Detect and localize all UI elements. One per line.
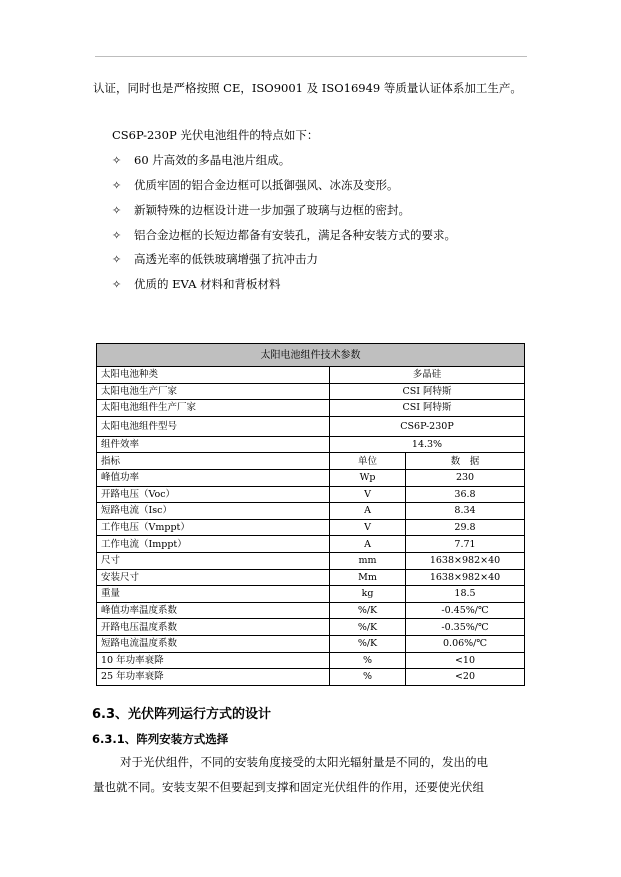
table-row [97, 669, 525, 686]
unit-cell: kg [330, 586, 406, 603]
value-cell: <20 [406, 669, 525, 686]
param-cell: 峰值功率 [97, 469, 330, 486]
row-label: 太阳电池生产厂家 [97, 383, 330, 400]
feature-text: 高透光率的低铁玻璃增强了抗冲击力 [134, 252, 318, 266]
unit-cell: %/K [330, 635, 406, 652]
table-row [97, 436, 525, 453]
unit-cell: A [330, 536, 406, 553]
param-cell: 开路电压（Voc） [97, 486, 330, 503]
table-row [97, 416, 525, 436]
value-cell: 7.71 [406, 536, 525, 553]
unit-cell: mm [330, 552, 406, 569]
value-cell: -0.35%/℃ [406, 619, 525, 636]
table-caption: 太阳电池组件技术参数 [97, 344, 525, 367]
value-cell: 36.8 [406, 486, 525, 503]
intro-text: 认证，同时也是严格按照 CE，ISO9001 及 ISO16949 等质量认证体系加工生产。 [93, 81, 522, 95]
param-cell: 工作电压（Vmppt） [97, 519, 330, 536]
unit-cell: Mm [330, 569, 406, 586]
feature-item [112, 202, 410, 219]
feature-item [112, 227, 456, 244]
feature-text: 优质牢固的铝合金边框可以抵御强风、冰冻及变形。 [134, 178, 399, 192]
row-label: 太阳电池组件型号 [97, 416, 330, 436]
unit-cell: Wp [330, 469, 406, 486]
value-cell: -0.45%/℃ [406, 602, 525, 619]
value-cell: 18.5 [406, 586, 525, 603]
table-row [97, 486, 525, 503]
header-rule [95, 56, 527, 57]
features-title: CS6P-230P 光伏电池组件的特点如下： [112, 128, 319, 142]
unit-cell: % [330, 652, 406, 669]
table-row [97, 552, 525, 569]
param-cell: 尺寸 [97, 552, 330, 569]
table-row [97, 400, 525, 417]
param-cell: 安装尺寸 [97, 569, 330, 586]
row-value: 14.3% [330, 436, 525, 453]
param-cell: 开路电压温度系数 [97, 619, 330, 636]
spec-table-wrapper [96, 343, 524, 686]
diamond-bullet-icon: ✧ [112, 229, 122, 242]
row-label: 组件效率 [97, 436, 330, 453]
feature-item [112, 177, 399, 194]
feature-text: 新颖特殊的边框设计进一步加强了玻璃与边框的密封。 [134, 203, 410, 217]
table-row [97, 619, 525, 636]
diamond-bullet-icon: ✧ [112, 253, 122, 266]
param-cell: 25 年功率衰降 [97, 669, 330, 686]
unit-cell: %/K [330, 619, 406, 636]
table-row [97, 652, 525, 669]
unit-cell: V [330, 519, 406, 536]
diamond-bullet-icon: ✧ [112, 204, 122, 217]
param-cell: 短路电流（Isc） [97, 503, 330, 520]
feature-text: 优质的 EVA 材料和背板材料 [134, 277, 281, 291]
row-value: CS6P-230P [330, 416, 525, 436]
unit-cell: V [330, 486, 406, 503]
table-row [97, 469, 525, 486]
body-text-line: 量也就不同。安装支架不但要起到支撑和固定光伏组件的作用，还要使光伏组 [93, 780, 484, 794]
table-row [97, 383, 525, 400]
table-row [97, 602, 525, 619]
diamond-bullet-icon: ✧ [112, 154, 122, 167]
unit-cell: % [330, 669, 406, 686]
column-header-unit: 单位 [330, 453, 406, 470]
row-value: 多晶硅 [330, 367, 525, 384]
value-cell: <10 [406, 652, 525, 669]
table-row [97, 367, 525, 384]
value-cell: 8.34 [406, 503, 525, 520]
value-cell: 0.06%/℃ [406, 635, 525, 652]
row-label: 太阳电池种类 [97, 367, 330, 384]
feature-item [112, 152, 290, 169]
section-heading: 6.3、光伏阵列运行方式的设计 [92, 707, 272, 722]
diamond-bullet-icon: ✧ [112, 179, 122, 192]
column-header-value: 数 据 [406, 453, 525, 470]
column-header-param: 指标 [97, 453, 330, 470]
table-caption-row [97, 344, 525, 367]
param-cell: 峰值功率温度系数 [97, 602, 330, 619]
row-value: CSI 阿特斯 [330, 383, 525, 400]
table-row [97, 519, 525, 536]
value-cell: 1638×982×40 [406, 552, 525, 569]
table-row [97, 586, 525, 603]
feature-text: 60 片高效的多晶电池片组成。 [134, 153, 291, 167]
table-row [97, 503, 525, 520]
param-cell: 10 年功率衰降 [97, 652, 330, 669]
unit-cell: %/K [330, 602, 406, 619]
row-value: CSI 阿特斯 [330, 400, 525, 417]
body-text-line: 对于光伏组件，不同的安装角度接受的太阳光辐射量是不同的，发出的电 [120, 755, 488, 769]
feature-item [112, 276, 281, 293]
subsection-heading: 6.3.1、阵列安装方式选择 [92, 732, 229, 746]
diamond-bullet-icon: ✧ [112, 278, 122, 291]
table-row [97, 536, 525, 553]
table-row [97, 569, 525, 586]
table-row [97, 635, 525, 652]
feature-text: 铝合金边框的长短边都备有安装孔，满足各种安装方式的要求。 [134, 228, 456, 242]
value-cell: 29.8 [406, 519, 525, 536]
spec-table [96, 343, 525, 686]
feature-item [112, 251, 318, 268]
param-cell: 工作电流（Imppt） [97, 536, 330, 553]
row-label: 太阳电池组件生产厂家 [97, 400, 330, 417]
value-cell: 1638×982×40 [406, 569, 525, 586]
unit-cell: A [330, 503, 406, 520]
param-cell: 短路电流温度系数 [97, 635, 330, 652]
param-cell: 重量 [97, 586, 330, 603]
table-header-row [97, 453, 525, 470]
value-cell: 230 [406, 469, 525, 486]
